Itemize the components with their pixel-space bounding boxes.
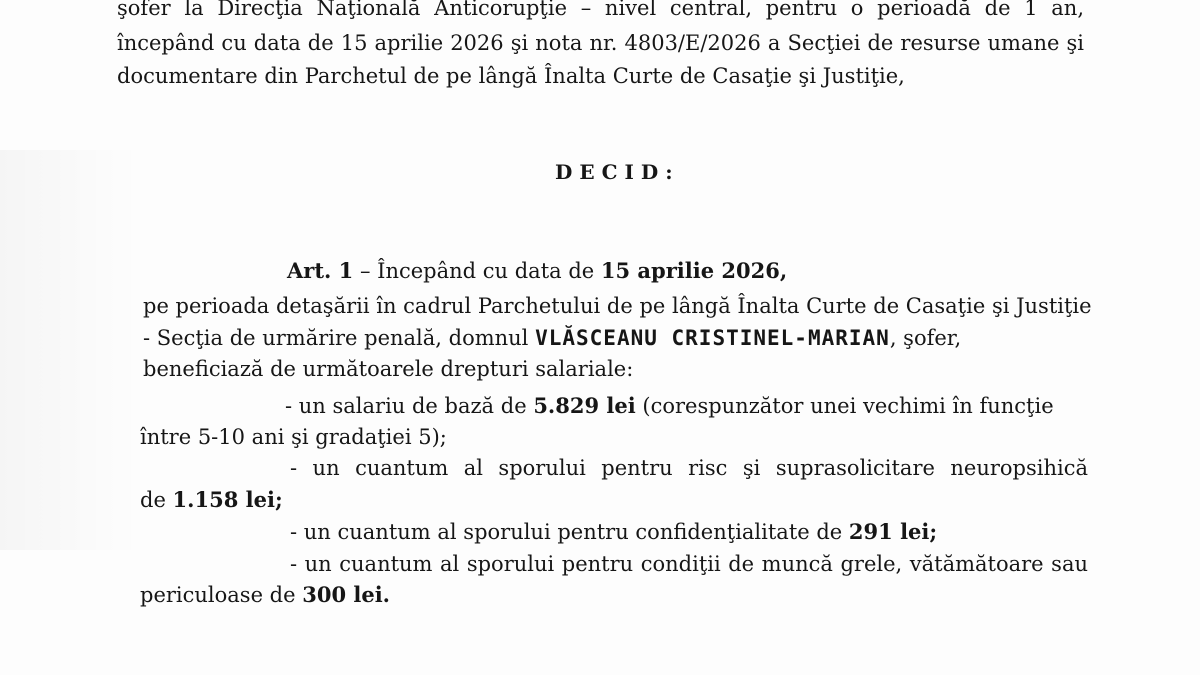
preamble-line-1: şofer la Direcţia Naţională Anticorupţie – nivel central, pentru o perioadă de 1 an, <box>117 0 1084 20</box>
preamble-line-2: începând cu data de 15 aprilie 2026 şi nota nr. 4803/E/2026 a Secţiei de resurse umane şi <box>117 31 1084 55</box>
article-1-label: Art. 1 <box>287 258 354 283</box>
salary-item-4: - un cuantum al sporului pentru condiţii de muncă grele, vătămătoare sau <box>290 552 1088 576</box>
decision-heading: DECID: <box>555 160 680 184</box>
article-1-start-date: 15 aprilie 2026 <box>600 258 780 283</box>
person-name: VLĂSCEANU CRISTINEL-MARIAN <box>535 326 890 350</box>
salary-item-1-pre: - un salariu de bază de <box>285 394 534 418</box>
article-1-intro <box>287 257 787 285</box>
article-1-line-3 <box>143 324 961 352</box>
article-1-line-3-a: - Secţia de urmărire penală, domnul <box>143 326 536 350</box>
salary-item-3-amount: 291 lei <box>848 519 930 544</box>
article-1-dash: – <box>353 259 378 283</box>
article-1-intro-text: Începând cu data de <box>377 259 601 283</box>
salary-item-2-amount: 1.158 lei <box>172 487 275 512</box>
article-1-line-3-b: , şofer, <box>889 326 962 350</box>
salary-item-2-cont-post: ; <box>274 487 283 512</box>
salary-item-1 <box>285 392 1054 420</box>
salary-item-3-pre: - un cuantum al sporului pentru confidenţialitate de <box>290 520 849 544</box>
article-1-intro-end: , <box>779 258 788 283</box>
salary-item-2-cont <box>140 486 283 514</box>
preamble-line-3: documentare din Parchetul de pe lângă Înalta Curte de Casaţie şi Justiţie, <box>117 64 905 88</box>
salary-item-4-cont-pre: periculoase de <box>140 583 303 607</box>
salary-item-1-post: (corespunzător unei vechimi în funcţie <box>635 394 1054 418</box>
salary-item-4-cont <box>140 581 390 609</box>
salary-item-1-cont: între 5-10 ani şi gradaţiei 5); <box>140 425 447 449</box>
salary-item-2-cont-pre: de <box>140 488 173 512</box>
salary-item-1-amount: 5.829 lei <box>533 393 636 418</box>
article-1-line-4: beneficiază de următoarele drepturi salariale: <box>143 357 634 381</box>
salary-item-4-amount: 300 lei. <box>302 582 390 607</box>
salary-item-2: - un cuantum al sporului pentru risc şi suprasolicitare neuropsihică <box>290 456 1088 480</box>
article-1-line-2: pe perioada detaşării în cadrul Parchetului de pe lângă Înalta Curte de Casaţie şi Justiţie <box>143 294 1092 318</box>
salary-item-3-post: ; <box>929 519 938 544</box>
salary-item-3 <box>290 518 937 546</box>
scan-shadow <box>0 150 140 550</box>
